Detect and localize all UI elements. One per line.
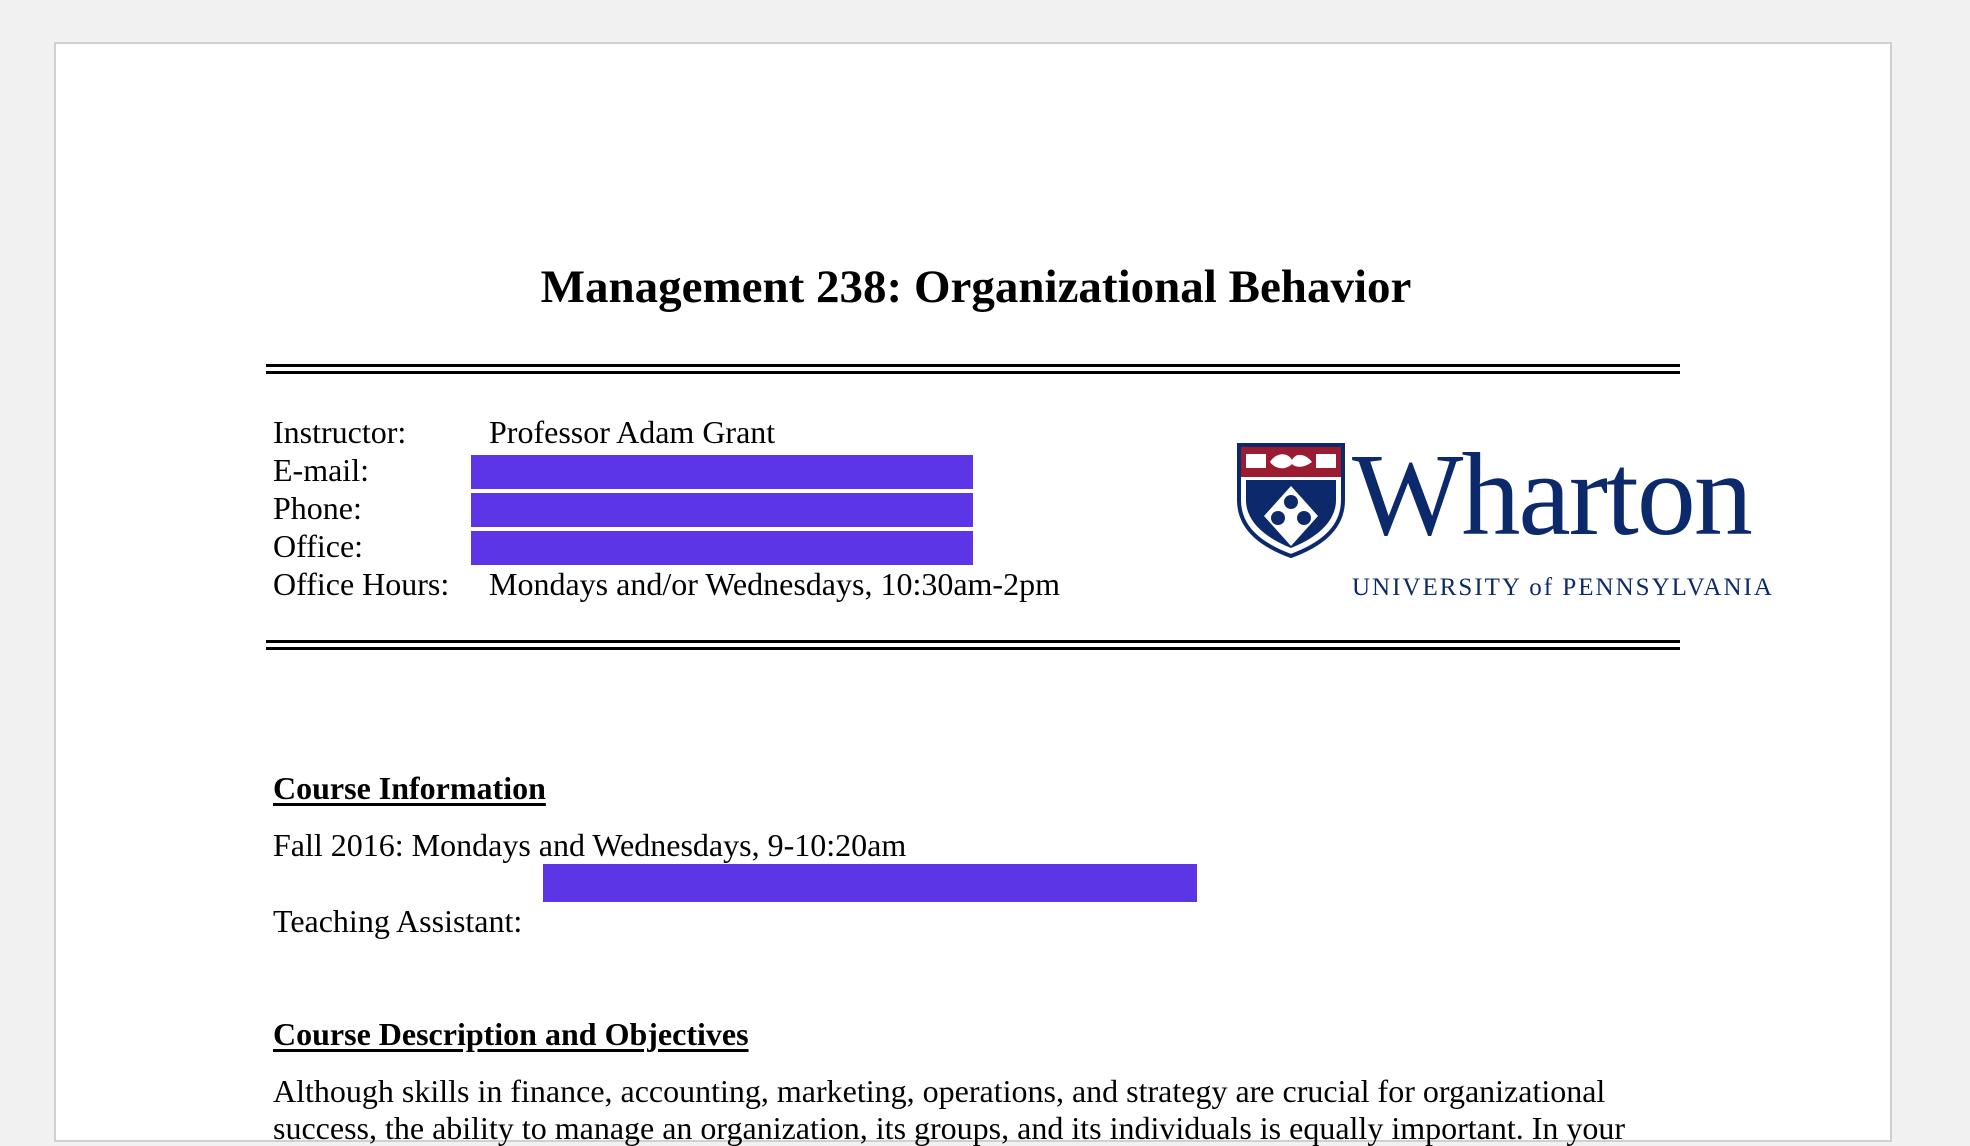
penn-shield-icon [1236, 442, 1346, 558]
email-redaction [471, 455, 973, 489]
double-rule-top [266, 364, 1680, 374]
course-description-heading: Course Description and Objectives [273, 1016, 749, 1052]
office-redaction [471, 531, 973, 565]
university-subline: UNIVERSITY of PENNSYLVANIA [1352, 574, 1774, 601]
phone-label: Phone: [273, 490, 362, 526]
instructor-label: Instructor: [273, 414, 407, 450]
wharton-logo [1236, 429, 1774, 612]
double-rule-bottom [266, 640, 1680, 650]
description-line-2: success, the ability to manage an organization, its groups, and its individuals is equally important. In your [273, 1110, 1626, 1146]
teaching-assistant-label: Teaching Assistant: [273, 903, 523, 939]
instructor-value: Professor Adam Grant [489, 414, 776, 450]
course-schedule: Fall 2016: Mondays and Wednesdays, 9-10:20am [273, 827, 907, 863]
office-label: Office: [273, 528, 364, 564]
office-hours-value: Mondays and/or Wednesdays, 10:30am-2pm [489, 566, 1060, 602]
teaching-assistant-redaction [543, 864, 1197, 902]
document-page [54, 42, 1892, 1146]
email-label: E-mail: [273, 452, 369, 488]
wharton-wordmark: Wharton [1352, 429, 1751, 560]
phone-redaction [471, 493, 973, 527]
office-hours-label: Office Hours: [273, 566, 450, 602]
page-title: Management 238: Organizational Behavior [540, 261, 1412, 313]
description-line-1: Although skills in finance, accounting, marketing, operations, and strategy are crucial for organizational [273, 1073, 1606, 1109]
course-information-heading: Course Information [273, 770, 546, 806]
syllabus-content [56, 44, 1890, 1146]
